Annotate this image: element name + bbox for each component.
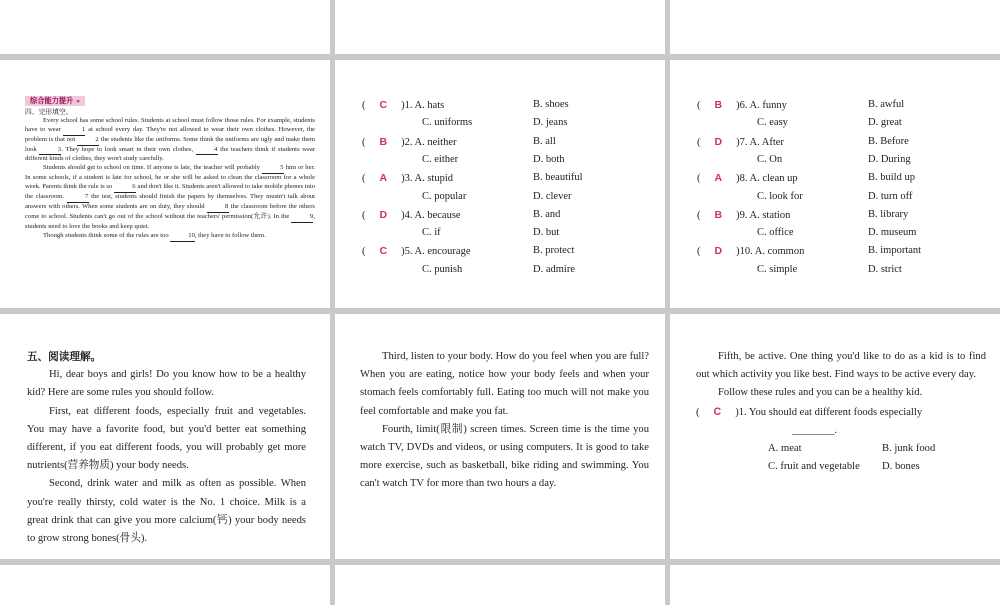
answer-mark: D (379, 208, 388, 221)
answer-mark: D (714, 135, 723, 148)
page-panel-bottom-right (670, 565, 1000, 605)
cloze-passage (0, 60, 330, 242)
option-b: B. all (533, 135, 556, 147)
option-b: B. protect (533, 245, 575, 257)
answer-mark: C (379, 245, 388, 258)
question-number-option-a: )9. A. station (736, 209, 791, 221)
reading-column-1 (27, 348, 306, 548)
cloze-blank: 1 (63, 126, 85, 136)
double-arrow-icon: » (76, 98, 81, 105)
open-paren: ( (362, 209, 366, 221)
option-b: B. beautiful (533, 172, 583, 184)
cloze-blank: 9 (291, 213, 313, 223)
option-b: B. and (533, 208, 561, 220)
answer-mark: B (379, 135, 388, 148)
option-c: C. uniforms (422, 117, 473, 129)
question-number-option-a: )6. A. funny (736, 100, 787, 111)
cloze-paragraph-3: Though students think some of the rules are too 10, they have to follow them. (25, 232, 315, 242)
option-b: B. Before (868, 135, 909, 147)
option-d: D. strict (868, 263, 902, 275)
cloze-panel (0, 60, 330, 308)
answer-question-row (697, 244, 804, 258)
option-d: D. museum (868, 227, 917, 239)
answer-list (670, 60, 1000, 308)
option-b: B. library (868, 208, 909, 220)
answer-list (335, 60, 665, 308)
answer-question-row (697, 171, 798, 185)
option-b: B. shoes (533, 99, 569, 110)
answer-mark: D (714, 245, 723, 258)
cloze-blank: 5 (262, 164, 284, 174)
option-c: C. popular (422, 190, 467, 202)
reading-panel-3 (670, 314, 1000, 559)
cloze-blank: 8 (207, 203, 229, 213)
option-c: C. look for (757, 190, 803, 202)
answers-panel-6-10 (670, 60, 1000, 308)
open-paren: ( (697, 209, 701, 221)
section-tag: 综合能力提升 » (25, 96, 85, 106)
cloze-blank: 2 (77, 136, 99, 146)
cloze-blank: 3 (39, 146, 61, 156)
answer-mark: A (714, 172, 723, 185)
answer-mark: B (714, 208, 723, 221)
cloze-paragraph-2: Students should get to school on time. If anyone is late, the teacher will probably 5 him or her. In some schools, if a student is late for school, he or she will be asked to clean the classroom for a whole week. Parents think the rule is so 6 and don't like it. Students aren't allowed to take mobile phones into the classroom. 7 the test, students should finish the papers by themselves. They mustn't talk about answers with others. When some students are on duty, they should 8 the classroom before the others come to school. Students can't go out of the school without the teachers' permission(允许). In the 9, students need to love the books and keep quiet. (25, 164, 315, 230)
page-panel-bottom-left (0, 565, 330, 605)
reading-paragraph: Fourth, limit(限制) screen times. Screen time is the time you watch TV, DVDs and videos, or using computers. It is good to take more exercise, such as basketball, bike riding and swimming. You can't watch TV for more than two hours a day. (360, 423, 649, 490)
cloze-blank: 10 (170, 232, 195, 242)
answer-question-row (362, 208, 461, 222)
open-paren: ( (697, 246, 701, 258)
option-c: C. On (757, 154, 783, 165)
question-number-option-a: )5. A. encourage (401, 246, 471, 258)
open-paren: ( (697, 136, 701, 148)
open-paren: ( (697, 100, 701, 111)
option-c: C. office (757, 227, 794, 239)
option-c: C. punish (422, 263, 463, 275)
option-d: D. great (868, 117, 902, 129)
open-paren: ( (362, 100, 366, 111)
question-options-row-1 (696, 440, 986, 458)
page-panel-bottom-middle (335, 565, 665, 605)
option-b: B. awful (868, 99, 905, 110)
open-paren: ( (697, 173, 701, 185)
cloze-blank: 6 (114, 183, 136, 193)
question-number-option-a: )1. A. hats (401, 100, 445, 111)
answer-mark: C (713, 405, 722, 418)
answer-question-row (362, 244, 470, 258)
question-options-row-2 (696, 458, 986, 476)
answer-question-row (697, 98, 787, 112)
answers-panel-1-5 (335, 60, 665, 308)
page-panel-top-left (0, 0, 330, 54)
option-d: D. turn off (868, 190, 913, 202)
page-panel-top-right (670, 0, 1000, 54)
option-d: D. admire (533, 263, 575, 275)
option-d: D. but (533, 227, 560, 239)
option-d: D. bones (882, 461, 920, 473)
option-b: B. important (868, 245, 922, 257)
answer-mark: A (379, 172, 388, 185)
cloze-section-title: 四、完形填空。 (25, 107, 73, 116)
reading-panel-1 (0, 314, 330, 559)
reading-paragraph: Fifth, be active. One thing you'd like to do as a kid is to find out which activity you like best. Find ways to be active every day. (696, 351, 986, 381)
option-c: C. if (422, 227, 441, 239)
question-blank: ________. (792, 424, 838, 436)
page-panel-top-middle (335, 0, 665, 54)
question-number-option-a: )3. A. stupid (401, 173, 454, 185)
question-number-option-a: )2. A. neither (401, 136, 457, 148)
option-c: C. easy (757, 117, 788, 129)
answer-question-row (697, 135, 784, 149)
reading-column-3 (696, 348, 986, 476)
answer-question-row (697, 208, 790, 222)
answer-question-row (362, 171, 453, 185)
option-c: C. fruit and vegetable (768, 461, 860, 473)
question-number-option-a: )10. A. common (736, 246, 805, 258)
open-paren: ( (362, 246, 366, 258)
option-d: D. clever (533, 190, 572, 202)
reading-column-2 (360, 348, 649, 494)
option-b: B. build up (868, 172, 915, 184)
option-c: C. simple (757, 263, 798, 275)
reading-section-title: 五、阅读理解。 (27, 351, 102, 363)
cloze-blank: 4 (196, 146, 218, 156)
open-paren: ( (362, 136, 366, 148)
option-d: D. both (533, 154, 565, 165)
question-number-option-a: )4. A. because (401, 209, 461, 221)
reading-paragraph: Third, listen to your body. How do you feel when you are full? When you are eating, notice how your body feels and when your stomach feels comfortably full. Eating too much will not make you feel comfortable and make you fat. (360, 351, 649, 417)
cloze-blank: 7 (67, 193, 89, 203)
option-a: A. meat (768, 443, 802, 455)
option-d: D. During (868, 154, 911, 165)
open-paren: ( (362, 173, 366, 185)
answer-mark: C (379, 99, 388, 111)
question-number-option-a: )8. A. clean up (736, 173, 798, 185)
cloze-paragraph-1: Every school has some school rules. Students at school must follow those rules. For example, students have to wear 1 at school every day. They're not allowed to wear their own clothes. However, the problem is that not 2 the students like the uniforms. Some think the uniforms are ugly and make them look 3. They hope to look smart in their own clothes, 4 the teachers think if students wear different kinds of clothes, they won't study carefully. (25, 116, 315, 163)
answer-mark: B (714, 99, 723, 111)
reading-paragraph: First, eat different foods, especially fruit and vegetables. You may have a favorite food, but you'd better eat something different, if you eat different foods, you will probably get more nutrients(营养物质) your body needs. (27, 405, 306, 472)
answer-question-row (362, 98, 444, 112)
reading-panel-2 (335, 314, 665, 559)
answer-question-row (362, 135, 457, 149)
option-d: D. jeans (533, 117, 568, 129)
question-number-option-a: )7. A. After (736, 136, 784, 148)
option-b: B. junk food (882, 443, 936, 455)
reading-paragraph: Follow these rules and you can be a healthy kid. (718, 387, 923, 399)
reading-paragraph: Hi, dear boys and girls! Do you know how to be a healthy kid? Here are some rules you should follow. (27, 369, 306, 399)
reading-question-1: ( C )1. You should eat different foods especially (696, 405, 923, 418)
option-c: C. either (422, 154, 459, 165)
reading-paragraph: Second, drink water and milk as often as possible. When you're really thirsty, cold water is the No. 1 choice. Milk is a great drink that can give you more calcium(钙) your body needs to grow strong bones(骨头). (27, 478, 306, 545)
